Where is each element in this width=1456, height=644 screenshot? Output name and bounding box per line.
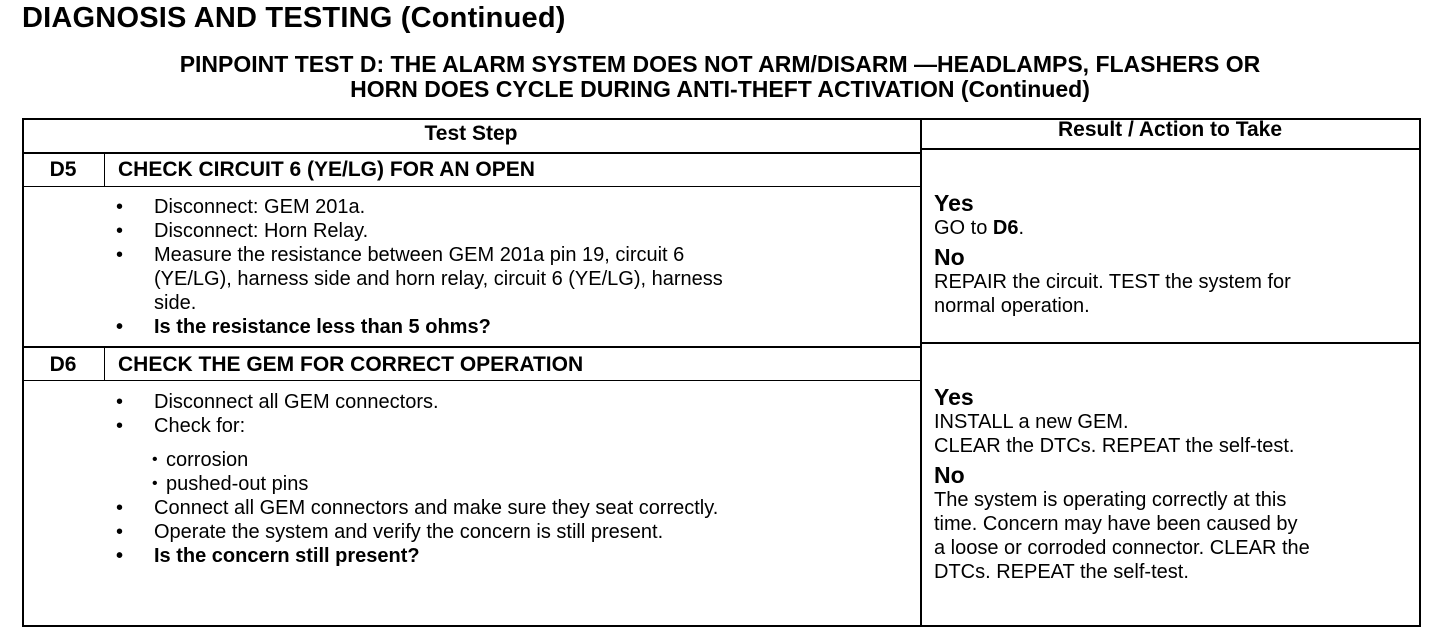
- pinpoint-test-title: [30, 52, 1410, 102]
- no-action-line: a loose or corroded connector. CLEAR the: [934, 537, 1310, 559]
- header-test-step: Test Step: [424, 122, 518, 145]
- header-divider-right: [920, 148, 1420, 150]
- yes-action-suffix: .: [1018, 217, 1025, 239]
- list-item: • Disconnect all GEM connectors.: [112, 390, 912, 414]
- step-title-d5: CHECK CIRCUIT 6 (YE/LG) FOR AN OPEN: [118, 158, 535, 181]
- no-action-line: time. Concern may have been caused by: [934, 513, 1298, 535]
- d5-title-divider: [22, 186, 920, 187]
- no-action-line: DTCs. REPEAT the self-test.: [934, 561, 1189, 583]
- result-row-divider: [920, 342, 1420, 344]
- step-id-d5: D5: [49, 158, 77, 181]
- yes-label: Yes: [934, 190, 974, 216]
- yes-action-line: INSTALL a new GEM.: [934, 411, 1129, 433]
- step-d5-bullets: [112, 195, 912, 339]
- step-d6-result: [934, 384, 1418, 584]
- sub-list-item: • pushed-out pins: [154, 472, 912, 496]
- list-item-line: Measure the resistance between GEM 201a pin 19, circuit 6: [154, 244, 685, 266]
- no-action-line: normal operation.: [934, 295, 1090, 317]
- list-item: [112, 243, 912, 315]
- no-action-line: The system is operating correctly at this: [934, 489, 1287, 511]
- page-title: DIAGNOSIS AND TESTING (Continued): [22, 2, 566, 34]
- yes-action-text: GO to: [934, 217, 993, 239]
- header-result-action: Result / Action to Take: [1057, 118, 1283, 141]
- d5-d6-divider: [22, 346, 920, 348]
- no-label: No: [934, 462, 965, 488]
- no-label: No: [934, 244, 965, 270]
- d6-title-divider: [22, 380, 920, 381]
- header-divider: [22, 152, 920, 154]
- sub-list: [154, 448, 912, 496]
- pinpoint-test-title-line-2: HORN DOES CYCLE DURING ANTI-THEFT ACTIVATION (Continued): [350, 76, 1090, 102]
- yes-label: Yes: [934, 384, 974, 410]
- step-d5-result: [934, 190, 1414, 318]
- list-item: • Disconnect: Horn Relay.: [112, 219, 912, 243]
- step-title-d6: CHECK THE GEM FOR CORRECT OPERATION: [118, 353, 584, 376]
- list-item-question: • Is the concern still present?: [112, 544, 912, 568]
- step-reference: D6: [992, 217, 1019, 239]
- d6-id-divider: [104, 348, 105, 380]
- list-item: • Operate the system and verify the concern is still present.: [112, 520, 912, 544]
- list-item: [112, 414, 912, 496]
- list-item-line: side.: [154, 292, 197, 314]
- list-item-text: Check for:: [154, 415, 246, 437]
- d5-id-divider: [104, 152, 105, 186]
- list-item: • Connect all GEM connectors and make sure they seat correctly.: [112, 496, 912, 520]
- yes-action: [934, 216, 1414, 240]
- no-action-line: REPAIR the circuit. TEST the system for: [934, 271, 1291, 293]
- column-divider: [920, 118, 922, 627]
- step-id-d6: D6: [49, 353, 77, 376]
- list-item-line: (YE/LG), harness side and horn relay, circuit 6 (YE/LG), harness: [154, 268, 723, 290]
- list-item-question: • Is the resistance less than 5 ohms?: [112, 315, 912, 339]
- pinpoint-test-title-line-1: PINPOINT TEST D: THE ALARM SYSTEM DOES NOT ARM/DISARM —HEADLAMPS, FLASHERS OR: [179, 51, 1261, 77]
- list-item: • Disconnect: GEM 201a.: [112, 195, 912, 219]
- step-d6-bullets: [112, 390, 912, 568]
- sub-list-item: • corrosion: [154, 448, 912, 472]
- yes-action-line: CLEAR the DTCs. REPEAT the self-test.: [934, 435, 1295, 457]
